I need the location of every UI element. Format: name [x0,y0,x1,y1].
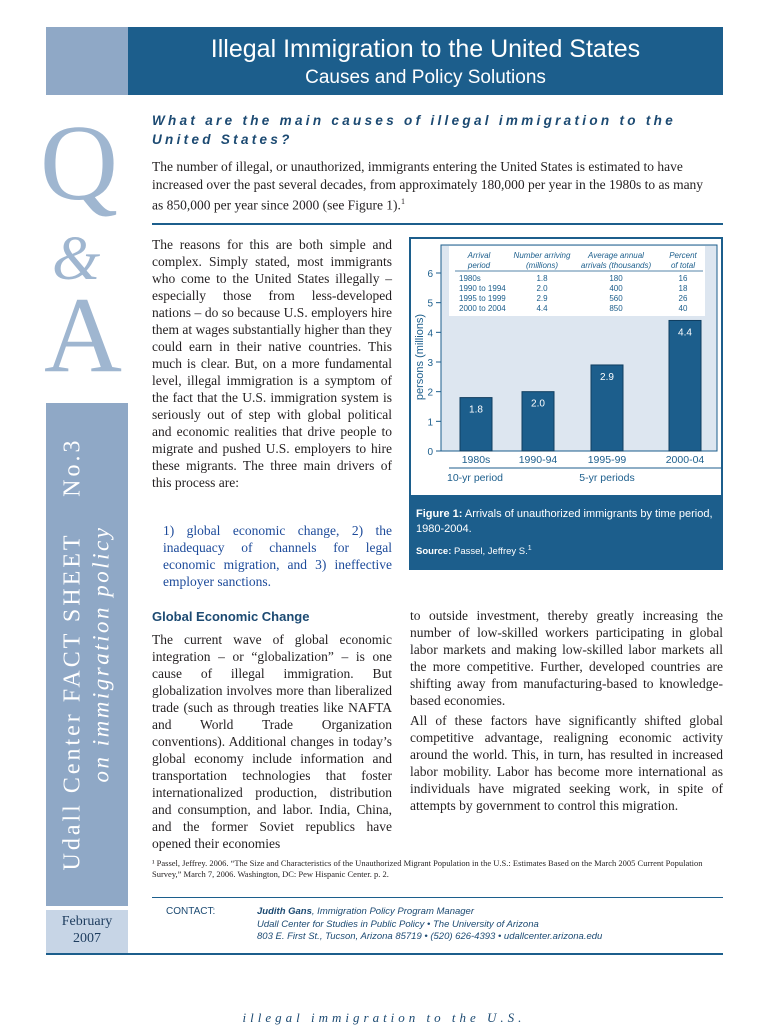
x-tick-label: 1990-94 [518,454,558,466]
intro-text: The number of illegal, or unauthorized, immigrants entering the United States is estimated to have increased over the past several decades, from approximately 180,000 per year in the 1980s to as many as 850,000 per year since 2000 (see Figure 1). [152,159,704,213]
figure-source-text: Passel, Jeffrey S. [454,546,528,558]
table-cell: 26 [678,294,688,303]
figure-caption-label: Figure 1: [416,508,463,520]
contact-label: CONTACT: [166,906,216,917]
date-box [46,910,128,954]
table-cell: 1980s [459,274,481,283]
question-heading: What are the main causes of illegal immigration to the United States? [152,113,677,147]
figure-source-label: Source: [416,546,452,558]
figure-caption-text: Arrivals of unauthorized immigrants by time period, 1980-2004. [416,508,713,535]
y-axis-label: persons (millions) [414,313,426,401]
y-tick-label: 0 [427,447,433,458]
y-tick-label: 2 [427,387,433,399]
contact-name: Judith Gans [257,906,312,917]
figure-source-mark: 1 [527,545,532,552]
table-header: Percent [669,251,697,260]
table-header: Arrival [467,251,491,260]
table-header: of total [670,261,696,270]
table-header: (millions) [526,261,558,270]
body-paragraph-1: The reasons for this are both simple and complex. Simply stated, most immigrants who come to the United States illegally – especially those from less-developed nations – do so because U.S. employers hire them at wages substantially higher than they could earn in their native countries. This much is clear. But, on a more fundamental level, illegal immigration is a symptom of the fact that the U.S. immigration system is seriously out of step with global political and economic realities that drive people to migrate and pushed U.S. employers to hire these migrants. The three main drivers of this process are: [152,237,392,490]
sidebar-vertical-title [46,403,128,906]
contact-divider [152,897,723,898]
contact-role: , Immigration Policy Program Manager [311,906,474,917]
section-paragraph-1: The current wave of global economic integration – or “globalization” – is one cause of illegal immigration. But globalization involves more than liberalized trade (such as through treaties like NAFTA and World Trade Organization conventions). Additional changes in today’s global economy include information and transportation technologies that foster internationalized production, distribution and consumption, and labor. India, China, and the former Soviet republics have opened their economies [152,632,392,851]
figure-caption [416,507,716,537]
x-tick-label: 1980s [461,454,491,466]
page-subtitle: Causes and Policy Solutions [305,67,546,88]
y-tick-label: 6 [427,269,433,280]
table-cell: 560 [609,294,623,303]
bar-value-label: 2.0 [531,398,545,410]
x-tick-label: 2000-04 [665,454,705,466]
y-tick-label: 1 [427,417,433,429]
x-tick-label: 1995-99 [587,454,627,466]
date-month: February [61,914,113,929]
date-year: 2007 [73,931,101,946]
section-paragraph-3: All of these factors have significantly shifted global competitive advantage, realigning economic activity around the world. This, in turn, has resulted in increased labor mobility. Labor has become more international as individuals have migrated seeking work, in spite of attempts by government to control this migration. [410,713,723,813]
header-banner [128,27,723,95]
table-header: arrivals (thousands) [580,261,652,270]
table-cell: 18 [678,284,688,293]
intro-footnote-mark: 1 [400,197,405,206]
group-label-10yr: 10-yr period [446,472,504,484]
group-label-5yr: 5-yr periods [579,472,635,484]
bar-2000-04 [669,320,701,451]
contact-line-3: 803 E. First St., Tucson, Arizona 85719 • (520) 626-4393 • udallcenter.arizona.edu [257,931,603,942]
table-cell: 1990 to 1994 [459,284,506,293]
table-cell: 40 [678,304,688,313]
table-cell: 180 [609,274,623,283]
page-title: Illegal Immigration to the United States [210,35,641,63]
y-tick-label: 4 [427,328,433,340]
q-letter: Q [40,104,118,223]
contact-line-1 [257,906,717,919]
table-cell: 400 [609,284,623,293]
drivers-list: 1) global economic change, 2) the inadequacy of channels for legal economic migration, and 3) ineffective employer sanctions. [163,523,392,589]
table-header: Number arriving [513,251,571,260]
table-cell: 4.4 [536,304,548,313]
table-header: Average annual [588,251,644,260]
table-cell: 2.9 [536,294,548,303]
table-cell: 16 [678,274,688,283]
intro-paragraph [152,158,714,214]
y-tick-label: 5 [427,298,433,310]
footnote: ¹ Passel, Jeffrey. 2006. “The Size and Characteristics of the Unauthorized Migrant Population in the U.S.: Estimates Based on the March 2005 Current Population Survey,” March 7, 2006. Washington, DC: Pew Hispanic Center. p. 2. [152,858,703,879]
sidebar-series-subtitle: on immigration policy [88,525,114,783]
table-cell: 1.8 [536,274,548,283]
section-heading: Global Economic Change [152,609,310,624]
table-cell: 850 [609,304,623,313]
bar-value-label: 4.4 [678,327,692,339]
bar-value-label: 1.8 [469,404,483,416]
sidebar-series-title: Udall Center FACT SHEET No.3 [59,437,86,871]
contact-block [257,906,717,944]
table-header: period [467,261,491,270]
table-cell: 1995 to 1999 [459,294,506,303]
running-footer: illegal immigration to the U.S. [242,1010,526,1025]
a-letter: A [44,276,122,395]
divider [152,223,723,225]
ampersand-letter: & [52,225,101,293]
table-cell: 2.0 [536,284,548,293]
y-tick-label: 3 [427,358,433,369]
bar-value-label: 2.9 [600,371,614,383]
table-cell: 2000 to 2004 [459,304,506,313]
bottom-divider [46,953,723,955]
figure-source [416,545,716,557]
section-paragraph-2: to outside investment, thereby greatly increasing the number of low-skilled workers participating in global labor markets and making low-skilled labor markets all the more competitive. Further, developed countries are shifting away from manufacturing-based to knowledge-based economies. [410,608,723,708]
contact-line-2: Udall Center for Studies in Public Policy • The University of Arizona [257,918,539,930]
header-left-block [46,27,128,95]
